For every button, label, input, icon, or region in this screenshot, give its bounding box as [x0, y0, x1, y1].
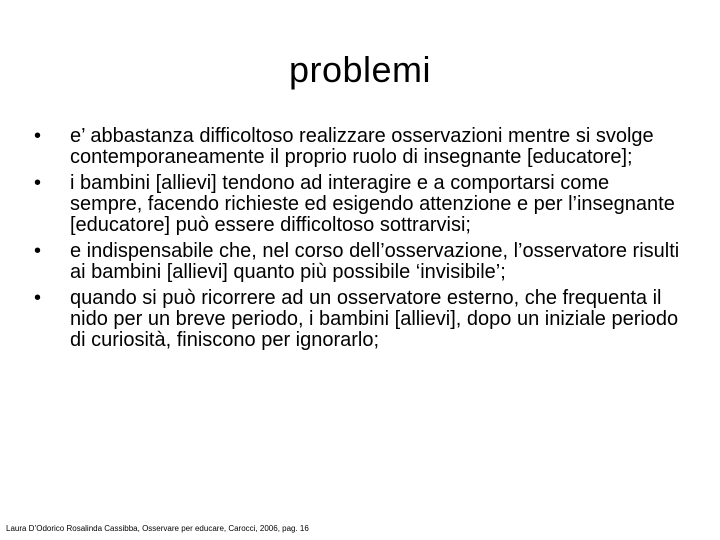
bullet-text: i bambini [allievi] tendono ad interagire e a comportarsi come sempre, facendo richieste ed esigendo attenzione e per l’insegnante [educatore] può essere difficoltoso sottrarvisi; — [70, 172, 675, 236]
bullet-dot-icon: • — [34, 287, 42, 309]
bullet-text: e indispensabile che, nel corso dell’osservazione, l’osservatore risulti ai bambini [allievi] quanto più possibile ‘invisibile’; — [70, 240, 680, 283]
bullet-item — [34, 241, 684, 283]
bullet-dot-icon: • — [34, 125, 42, 147]
bullet-text: quando si può ricorrere ad un osservatore esterno, che frequenta il nido per un breve periodo, i bambini [allievi], dopo un iniziale periodo di curiosità, finiscono per ignorarlo; — [70, 287, 679, 351]
bullet-item — [34, 126, 684, 168]
bullet-list — [34, 126, 684, 356]
source-citation: Laura D’Odorico Rosalinda Cassibba, Osservare per educare, Carocci, 2006, pag. 16 — [6, 524, 309, 533]
bullet-item — [34, 173, 684, 236]
bullet-text: e’ abbastanza difficoltoso realizzare osservazioni mentre si svolge contemporaneamente il proprio ruolo di insegnante [educatore]; — [70, 125, 654, 168]
bullet-dot-icon: • — [34, 172, 42, 194]
bullet-item — [34, 288, 684, 351]
slide-title: problemi — [288, 49, 432, 90]
bullet-dot-icon: • — [34, 240, 42, 262]
